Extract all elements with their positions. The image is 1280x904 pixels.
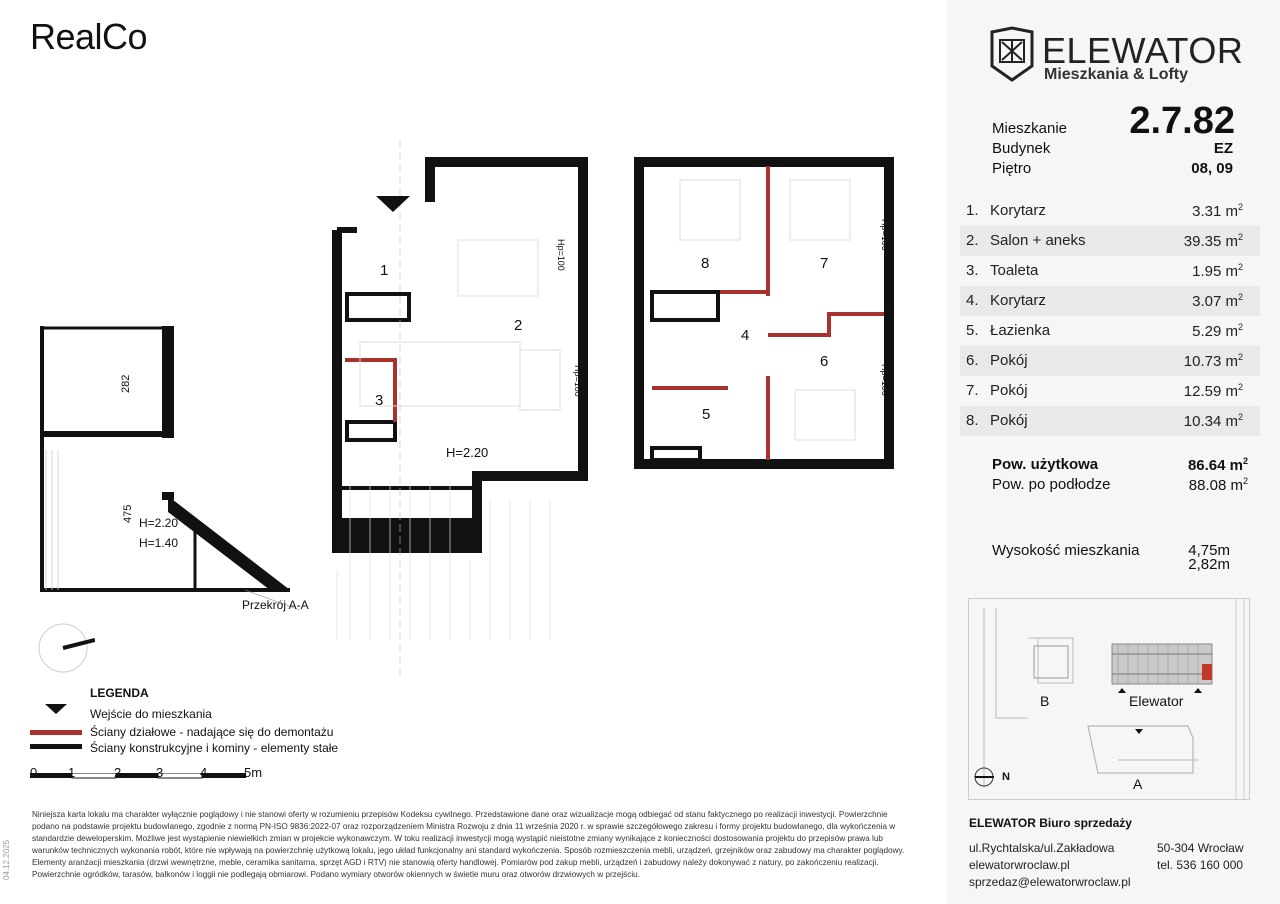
- room-number: 4.: [966, 292, 979, 309]
- room-row: [960, 286, 1260, 316]
- sales-title: ELEWATOR Biuro sprzedaży: [969, 816, 1132, 830]
- room-label: 8: [701, 255, 710, 272]
- plan-lower-level: [337, 140, 583, 680]
- room-label: 4: [741, 327, 750, 344]
- room-row: [960, 346, 1260, 376]
- room-label: 1: [380, 262, 389, 279]
- floor-plan: [0, 120, 940, 680]
- compass-icon: [35, 622, 95, 682]
- height-label: Wysokość mieszkania: [992, 542, 1140, 559]
- room-area: 39.35 $m^2$: [1183, 232, 1243, 250]
- scale-bar: [30, 773, 270, 781]
- floor-area-value: 88.08 $m^2$: [1188, 476, 1248, 494]
- window-sill-label: Hp=100: [573, 365, 583, 397]
- height-value-2: 2,82m: [1188, 556, 1230, 573]
- pietro-value: 08, 09: [1191, 160, 1233, 177]
- section-title: Przekrój A-A: [242, 598, 309, 612]
- room-row: [960, 316, 1260, 346]
- room-row: [960, 376, 1260, 406]
- usable-area-value: 86.64 $m^2$: [1187, 456, 1248, 474]
- sales-city: 50-304 Wrocław: [1157, 841, 1244, 855]
- room-name: Korytarz: [990, 202, 1046, 219]
- room-row: [960, 256, 1260, 286]
- site-label-a: A: [1133, 776, 1143, 792]
- sales-web[interactable]: elewatorwroclaw.pl: [969, 858, 1070, 872]
- sales-email[interactable]: sprzedaz@elewatorwroclaw.pl: [969, 875, 1131, 889]
- section-height-2: H=1.40: [139, 536, 179, 550]
- room-area: 3.31 $m^2$: [1192, 202, 1243, 220]
- room-name: Salon + aneks: [990, 232, 1086, 249]
- scale-label: 1: [68, 765, 76, 780]
- room-label: 5: [702, 406, 711, 423]
- usable-area: [992, 456, 1248, 473]
- room-label: 2: [514, 317, 523, 334]
- entrance-arrow-icon: [376, 196, 410, 212]
- site-map: [968, 598, 1250, 800]
- room-name: Pokój: [990, 382, 1028, 399]
- plan-upper-level: [639, 162, 889, 464]
- logo-subtitle: Mieszkania & Lofty: [1044, 66, 1189, 83]
- room-area: 12.59 $m^2$: [1183, 382, 1243, 400]
- scale-label: 0: [30, 765, 38, 780]
- room-row: [960, 226, 1260, 256]
- room-area: 5.29 $m^2$: [1192, 322, 1243, 340]
- apartment-number: 2.7.82: [1129, 100, 1235, 142]
- logo-title: ELEWATOR: [1042, 30, 1244, 71]
- site-label-b: B: [1040, 693, 1050, 709]
- legend-title: LEGENDA: [90, 686, 149, 700]
- legend-fixed-swatch: [30, 744, 82, 749]
- label-budynek: Budynek: [992, 140, 1051, 157]
- legend-demolish: Ściany działowe - nadające się do demontażu: [90, 725, 334, 739]
- room-number: 1.: [966, 202, 979, 219]
- room-area: 3.07 $m^2$: [1192, 292, 1243, 310]
- legend-fixed: Ściany konstrukcyjne i kominy - elementy stałe: [90, 741, 339, 755]
- north-label: N: [1002, 771, 1010, 783]
- room-name: Pokój: [990, 352, 1028, 369]
- elewator-emblem-icon: [988, 26, 1036, 82]
- section-dim-282: 282: [120, 374, 132, 393]
- section-height-1: H=2.20: [139, 516, 179, 530]
- room-label: 7: [820, 255, 829, 272]
- scale-label: 5m: [244, 765, 263, 780]
- room-label: 6: [820, 353, 829, 370]
- floor-area: [992, 476, 1248, 493]
- label-pietro: Piętro: [992, 160, 1032, 177]
- room-name: Pokój: [990, 412, 1028, 429]
- legal-disclaimer: Niniejsza karta lokalu ma charakter wyłącznie poglądowy i nie stanowi oferty w rozumieniu przepisów Kodeksu cywilnego. Przedstawione dane oraz wizualizacje mogą odbiegać od stanu faktycznego po realizacji inwestycji. Powierzchnie podano na podstawie projektu budowlanego, zgodnie z normą PN-ISO 9836:2022-07 oraz rozporządzeniem Ministra Rozwoju z dnia 11 września 2020 r. w sprawie szczegółowego zakresu i formy projektu budowlanego, dla wykończenia w standardzie deweloperskim. Możliwe jest wystąpienie niewielkich zmian w projekcie wykonawczym. W toku realizacji inwestycji mogą wystąpić nieistotne zmiany wynikające z konieczności dostosowania projektu do przepisów prawa lub warunków technicznych wykonania robót, które nie wpływają na powierzchnię użytkową lokalu, jego układ funkcjonalny ani standard wykończenia. Sposób rozmieszczenia mebli, urządzeń, grzejników oraz zabudowy ma charakter poglądowy. Elementy aranżacji mieszkania (drzwi wewnętrzne, meble, ceramika sanitarna, sprzęt AGD i RTV) nie stanowią oferty handlowej. Pomiarów pod zakup mebli, urządzeń i zabudowy należy dokonywać z natury, po zakończeniu realizacji. Powierzchnie ogródków, tarasów, balkonów i loggii nie podlegają obmiarowi. Podano wymiary otworów okiennych w świetle muru oraz otworów drzwiowych w przejściu.: [32, 810, 905, 879]
- brand-logo: RealCo: [30, 16, 148, 57]
- room-number: 6.: [966, 352, 979, 369]
- room-name: Łazienka: [990, 322, 1051, 339]
- room-name: Toaleta: [990, 262, 1039, 279]
- floor-area-label: Pow. po podłodze: [992, 476, 1111, 493]
- sales-street: ul.Rychtalska/ul.Zakładowa: [969, 841, 1115, 855]
- legend-entry: Wejście do mieszkania: [90, 707, 212, 721]
- section-dim-475: 475: [122, 504, 134, 523]
- room-label: 3: [375, 392, 384, 409]
- usable-area-label: Pow. użytkowa: [992, 456, 1099, 473]
- room-name: Korytarz: [990, 292, 1046, 309]
- window-sill-label: Hp=100: [556, 239, 566, 271]
- room-row: [960, 406, 1260, 436]
- scale-label: 2: [114, 765, 122, 780]
- room-number: 3.: [966, 262, 979, 279]
- room-number: 5.: [966, 322, 979, 339]
- room-number: 7.: [966, 382, 979, 399]
- entrance-arrow-icon: [45, 704, 67, 716]
- window-sill-label: Hp=100: [880, 219, 890, 251]
- room-area: 10.73 $m^2$: [1183, 352, 1243, 370]
- site-label-elewator: Elewator: [1129, 693, 1184, 709]
- room-area: 10.34 $m^2$: [1183, 412, 1243, 430]
- room-area: 1.95 $m^2$: [1192, 262, 1243, 280]
- apartment-height: [992, 542, 1248, 573]
- date-code: 04.12.2025: [2, 839, 11, 880]
- ceiling-height-label: H=2.20: [446, 445, 489, 460]
- room-number: 2.: [966, 232, 979, 249]
- window-sill-label: Hp=100: [880, 364, 890, 396]
- label-mieszkanie: Mieszkanie: [992, 120, 1068, 137]
- section-drawing: [42, 326, 300, 610]
- scale-label: 3: [156, 765, 164, 780]
- scale-label: 4: [200, 765, 208, 780]
- room-number: 8.: [966, 412, 979, 429]
- height-value-1: 4,75m: [1188, 542, 1230, 559]
- budynek-value: EZ: [1213, 140, 1233, 157]
- legend-demolish-swatch: [30, 730, 82, 735]
- sales-phone[interactable]: tel. 536 160 000: [1157, 858, 1244, 872]
- room-row: [960, 196, 1260, 226]
